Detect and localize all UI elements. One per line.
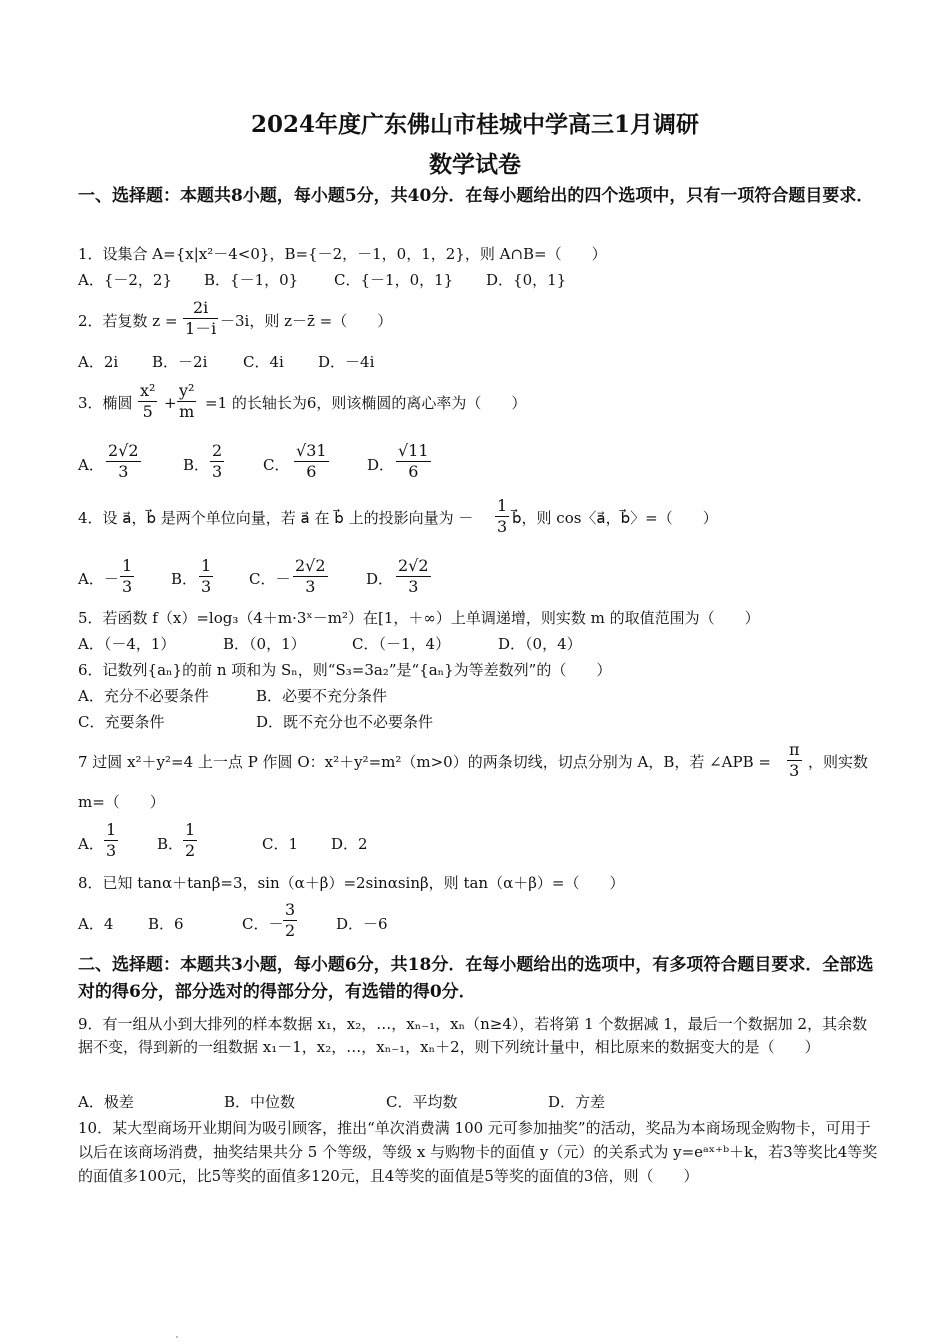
q3-fraction-x xyxy=(138,381,157,422)
q5-stem: 5．若函数 f（x）=log₃（4＋m·3ˣ－m²）在[1，＋∞）上单调递增，则实数 m 的取值范围为（ ） xyxy=(78,609,760,627)
q4-option-d-num: 2√2 xyxy=(398,556,429,575)
q7-stem-start: 7 过圆 x²＋y²=4 上一点 P 作圆 O：x²＋y²=m²（m>0）的两条切线，切点分别为 A，B，若 ∠APB = xyxy=(78,753,771,771)
q1-option-a: A．{－2，2} xyxy=(78,271,173,289)
q9-option-b: B．中位数 xyxy=(224,1093,296,1111)
q4-option-c-frac xyxy=(293,556,328,597)
q3-option-b-den: 3 xyxy=(212,462,223,481)
q7-option-a-den: 3 xyxy=(106,841,117,860)
q6-option-a: A．充分不必要条件 xyxy=(78,687,209,705)
q5-option-b: B．（0，1） xyxy=(223,635,306,653)
q4-option-a-den: 3 xyxy=(122,577,133,596)
q4-option-a-num: 1 xyxy=(122,556,133,575)
q8-option-a: A．4 xyxy=(78,915,114,933)
q3-stem-end: =1 的长轴长为6，则该椭圆的离心率为（ ） xyxy=(205,394,527,412)
q4-stem-start: 4．设 a⃗，b⃗ 是两个单位向量，若 a⃗ 在 b⃗ 上的投影向量为 － xyxy=(78,509,474,527)
q1-stem: 1．设集合 A={x|x²－4<0}，B={－2，－1，0，1，2}，则 A∩B=（ ） xyxy=(78,245,607,263)
q7-option-b-den: 2 xyxy=(185,841,196,860)
q3-fraction-x-den: 5 xyxy=(138,401,157,422)
exam-subtitle: 数学试卷 xyxy=(429,151,521,178)
q6-option-c: C．充要条件 xyxy=(78,713,165,731)
q9-option-d: D．方差 xyxy=(548,1093,606,1111)
q8-stem: 8．已知 tanα＋tanβ=3，sin（α＋β）=2sinαsinβ，则 tan（α＋β）=（ ） xyxy=(78,874,625,892)
q3-option-a-label: A． xyxy=(78,456,104,474)
q4-fraction-num: 1 xyxy=(497,496,508,515)
q7-option-d: D．2 xyxy=(331,835,368,853)
q3-option-b-label: B． xyxy=(183,456,210,474)
q3-option-c-label: C． xyxy=(263,456,290,474)
q6-stem: 6．记数列{aₙ}的前 n 项和为 Sₙ，则“S₃=3a₂”是“{aₙ}为等差数列”的（ ） xyxy=(78,661,612,679)
q2-option-a: A．2i xyxy=(78,353,119,371)
section-2-heading: 二、选择题：本题共3小题，每小题6分，共18分．在每小题给出的选项中，有多项符合题目要求．全部选对的得6分，部分选对的得部分分，有选错的得0分． xyxy=(78,955,874,1002)
q3-option-c-num: √31 xyxy=(296,441,327,460)
q4-option-c-num: 2√2 xyxy=(295,556,326,575)
q7-option-b-label: B． xyxy=(157,835,184,853)
q8-option-c-den: 2 xyxy=(285,921,296,940)
q5-option-c: C．（－1，4） xyxy=(352,635,451,653)
q8-option-c-frac xyxy=(283,900,297,941)
q7-option-a-frac xyxy=(104,820,118,861)
q7-option-b-frac xyxy=(183,820,197,861)
q4-option-c-label: C．－ xyxy=(249,570,291,588)
q3-fraction-x-num: x² xyxy=(140,381,156,400)
q4-fraction xyxy=(495,496,509,537)
q7-stem-mid: ，则实数 xyxy=(808,753,869,771)
q8-option-d: D．－6 xyxy=(336,915,388,933)
q5-option-d: D．（0，4） xyxy=(498,635,582,653)
exam-title: 2024年度广东佛山市桂城中学高三1月调研 xyxy=(250,111,700,138)
q4-option-a-frac xyxy=(120,556,134,597)
q4-option-a-label: A．－ xyxy=(78,570,119,588)
q5-option-a: A．（－4，1） xyxy=(78,635,176,653)
q3-option-d-frac xyxy=(396,441,431,482)
page-mark xyxy=(176,1336,178,1338)
q2-option-d: D．－4i xyxy=(318,353,375,371)
q3-fraction-y xyxy=(177,381,196,422)
q9-option-c: C．平均数 xyxy=(386,1093,458,1111)
q4-option-b-num: 1 xyxy=(201,556,212,575)
q6-option-d: D．既不充分也不必要条件 xyxy=(256,713,434,731)
q7-option-c: C．1 xyxy=(262,835,299,853)
q2-option-c: C．4i xyxy=(243,353,284,371)
q4-option-b-frac xyxy=(199,556,213,597)
q3-fraction-y-num: y² xyxy=(179,381,195,400)
q6-option-b: B．必要不充分条件 xyxy=(256,687,388,705)
q7-option-a-num: 1 xyxy=(106,820,117,839)
q7-stem-end: m=（ ） xyxy=(78,793,165,811)
q7-option-a-label: A． xyxy=(78,835,104,853)
q10-stem: 10．某大型商场开业期间为吸引顾客，推出“单次消费满 100 元可参加抽奖”的活动，奖品为本商场现金购物卡，可用于以后在该商场消费，抽奖结果共分 5 个等级，等级 x 与购物卡的面值 y（元）的关系式为 y=eᵃˣ⁺ᵇ＋k，若3等奖比4等奖的面值多100元，比5等奖的面值多120元，且4等奖的面值是5等奖的面值的3倍，则（ ） xyxy=(78,1119,878,1185)
q3-option-c-den: 6 xyxy=(294,461,329,482)
q4-stem-end: b⃗，则 cos〈a⃗，b⃗〉=（ ） xyxy=(512,509,718,527)
q7-fraction-den: 3 xyxy=(787,760,802,781)
q4-option-d-label: D． xyxy=(366,570,394,588)
q3-stem-start: 3．椭圆 xyxy=(78,394,133,412)
q3-option-d-num: √11 xyxy=(398,441,429,460)
q8-option-b: B．6 xyxy=(148,915,184,933)
q3-option-a-num: 2√2 xyxy=(108,441,139,460)
q4-option-b-den: 3 xyxy=(201,577,212,596)
q1-option-d: D．{0，1} xyxy=(486,271,567,289)
q1-option-b: B．{－1，0} xyxy=(204,271,299,289)
section-1-heading: 一、选择题：本题共8小题，每小题5分，共40分．在每小题给出的四个选项中，只有一项符合题目要求． xyxy=(78,186,874,206)
q3-option-b-frac xyxy=(210,441,224,482)
q2-option-b: B．－2i xyxy=(152,353,208,371)
q2-stem-start: 2．若复数 z = xyxy=(78,312,178,330)
q4-fraction-den: 3 xyxy=(497,517,508,536)
q2-stem-end: －3i，则 z－z̄ =（ ） xyxy=(220,312,393,330)
q4-option-b-label: B． xyxy=(171,570,198,588)
q1-option-c: C．{－1，0，1} xyxy=(334,271,454,289)
q3-fraction-y-den: m xyxy=(177,401,196,422)
q2-fraction-num: 2i xyxy=(193,298,209,317)
q2-fraction xyxy=(183,298,218,339)
q7-option-b-num: 1 xyxy=(185,820,196,839)
q3-option-d-label: D． xyxy=(367,456,395,474)
q7-fraction-num: π xyxy=(789,740,800,759)
q2-fraction-den: 1－i xyxy=(185,319,217,338)
q7-fraction xyxy=(787,740,802,781)
q3-option-d-den: 6 xyxy=(396,461,431,482)
q3-plus: + xyxy=(164,394,177,412)
q3-option-a-frac xyxy=(106,441,141,482)
q3-option-b-num: 2 xyxy=(212,441,223,460)
q4-option-c-den: 3 xyxy=(293,576,328,597)
q3-option-c-frac xyxy=(294,441,329,482)
q8-option-c-num: 3 xyxy=(285,900,296,919)
q9-option-a: A．极差 xyxy=(78,1093,134,1111)
q8-option-c-label: C．－ xyxy=(242,915,284,933)
q4-option-d-frac xyxy=(396,556,431,597)
q4-option-d-den: 3 xyxy=(396,576,431,597)
q9-stem: 9．有一组从小到大排列的样本数据 x₁，x₂，…，xₙ₋₁，xₙ（n≥4），若将第 1 个数据减 1，最后一个数据加 2，其余数据不变，得到新的一组数据 x₁－1，x₂，…，xₙ₋₁，xₙ＋2，则下列统计量中，相比原来的数据变大的是（ ） xyxy=(78,1015,868,1056)
q3-option-a-den: 3 xyxy=(106,461,141,482)
